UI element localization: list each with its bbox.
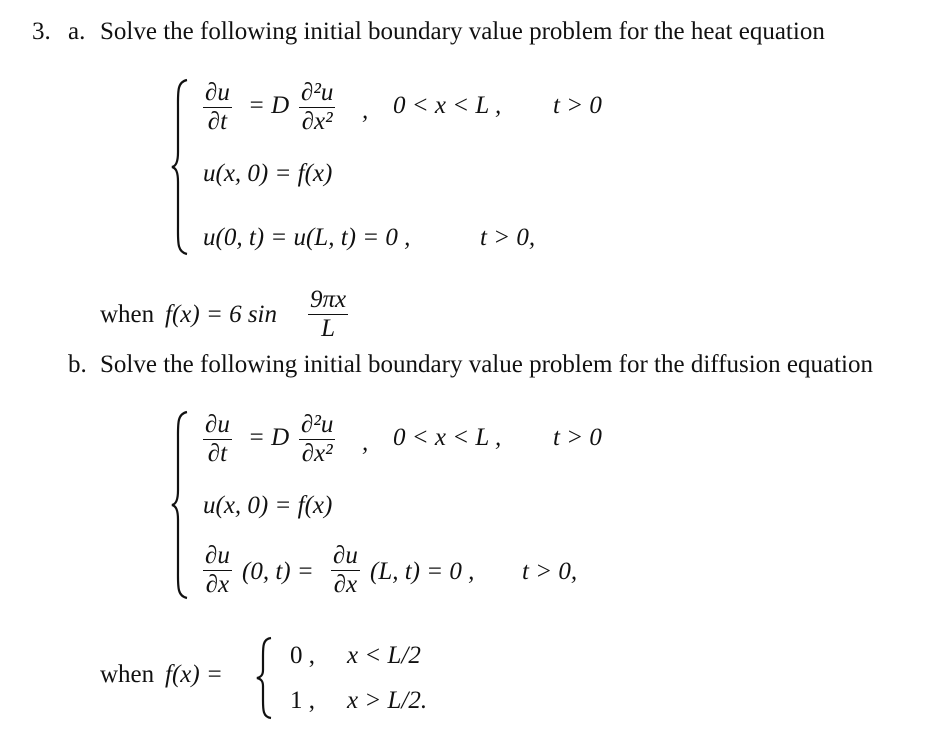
fraction-denominator: ∂x xyxy=(205,571,230,598)
fraction-denominator: L xyxy=(321,315,336,342)
sine-argument-fraction xyxy=(308,286,348,343)
fraction-denominator: ∂t xyxy=(207,440,228,467)
when-label: when xyxy=(100,301,155,328)
domain-t: t > 0 xyxy=(553,424,602,451)
fraction-denominator: ∂t xyxy=(207,108,228,135)
initial-condition: u(x, 0) = f(x) xyxy=(203,492,333,519)
when-label: when xyxy=(100,661,155,688)
fraction-numerator: ∂²u xyxy=(301,411,334,438)
pde-equals-d: = D xyxy=(248,424,290,451)
pde-equals-d: = D xyxy=(248,92,290,119)
boundary-condition: u(0, t) = u(L, t) = 0 , xyxy=(203,224,411,251)
pde-comma: , xyxy=(362,429,369,456)
when-lhs: f(x) = 6 sin xyxy=(165,301,277,328)
domain-t: t > 0 xyxy=(553,92,602,119)
fraction-numerator: ∂u xyxy=(205,79,230,106)
when-lhs: f(x) = xyxy=(165,661,223,688)
pde-rhs-fraction xyxy=(299,79,335,136)
boundary-mid: (0, t) = xyxy=(242,558,314,585)
boundary-domain: t > 0, xyxy=(480,224,536,251)
left-brace-icon xyxy=(254,636,274,720)
fraction-numerator: ∂u xyxy=(205,411,230,438)
neumann-fraction-right xyxy=(331,542,360,599)
neumann-fraction-left xyxy=(203,542,232,599)
part-a-heading: Solve the following initial boundary value problem for the heat equation xyxy=(100,18,825,45)
pde-comma: , xyxy=(362,97,369,124)
domain-x: 0 < x < L , xyxy=(393,92,502,119)
fraction-denominator: ∂x² xyxy=(301,440,333,467)
initial-condition: u(x, 0) = f(x) xyxy=(203,160,333,187)
left-brace-icon xyxy=(170,410,190,600)
case-value-2: 1 , xyxy=(290,687,315,714)
part-b-heading: Solve the following initial boundary value problem for the diffusion equation xyxy=(100,351,873,378)
fraction-numerator: ∂u xyxy=(333,542,358,569)
pde-rhs-fraction xyxy=(299,411,335,468)
domain-x: 0 < x < L , xyxy=(393,424,502,451)
case-condition-2: x > L/2. xyxy=(347,687,428,714)
fraction-denominator: ∂x² xyxy=(301,108,333,135)
fraction-denominator: ∂x xyxy=(333,571,358,598)
part-b-label: b. xyxy=(68,351,87,378)
problem-number: 3. xyxy=(32,18,51,45)
pde-lhs-fraction xyxy=(203,411,232,468)
case-condition-1: x < L/2 xyxy=(347,642,421,669)
left-brace-icon xyxy=(170,78,190,256)
pde-lhs-fraction xyxy=(203,79,232,136)
boundary-tail: (L, t) = 0 , xyxy=(370,558,475,585)
case-value-1: 0 , xyxy=(290,642,315,669)
fraction-numerator: 9πx xyxy=(310,286,347,313)
fraction-numerator: ∂²u xyxy=(301,79,334,106)
boundary-domain: t > 0, xyxy=(522,558,578,585)
part-a-label: a. xyxy=(68,18,86,45)
fraction-numerator: ∂u xyxy=(205,542,230,569)
